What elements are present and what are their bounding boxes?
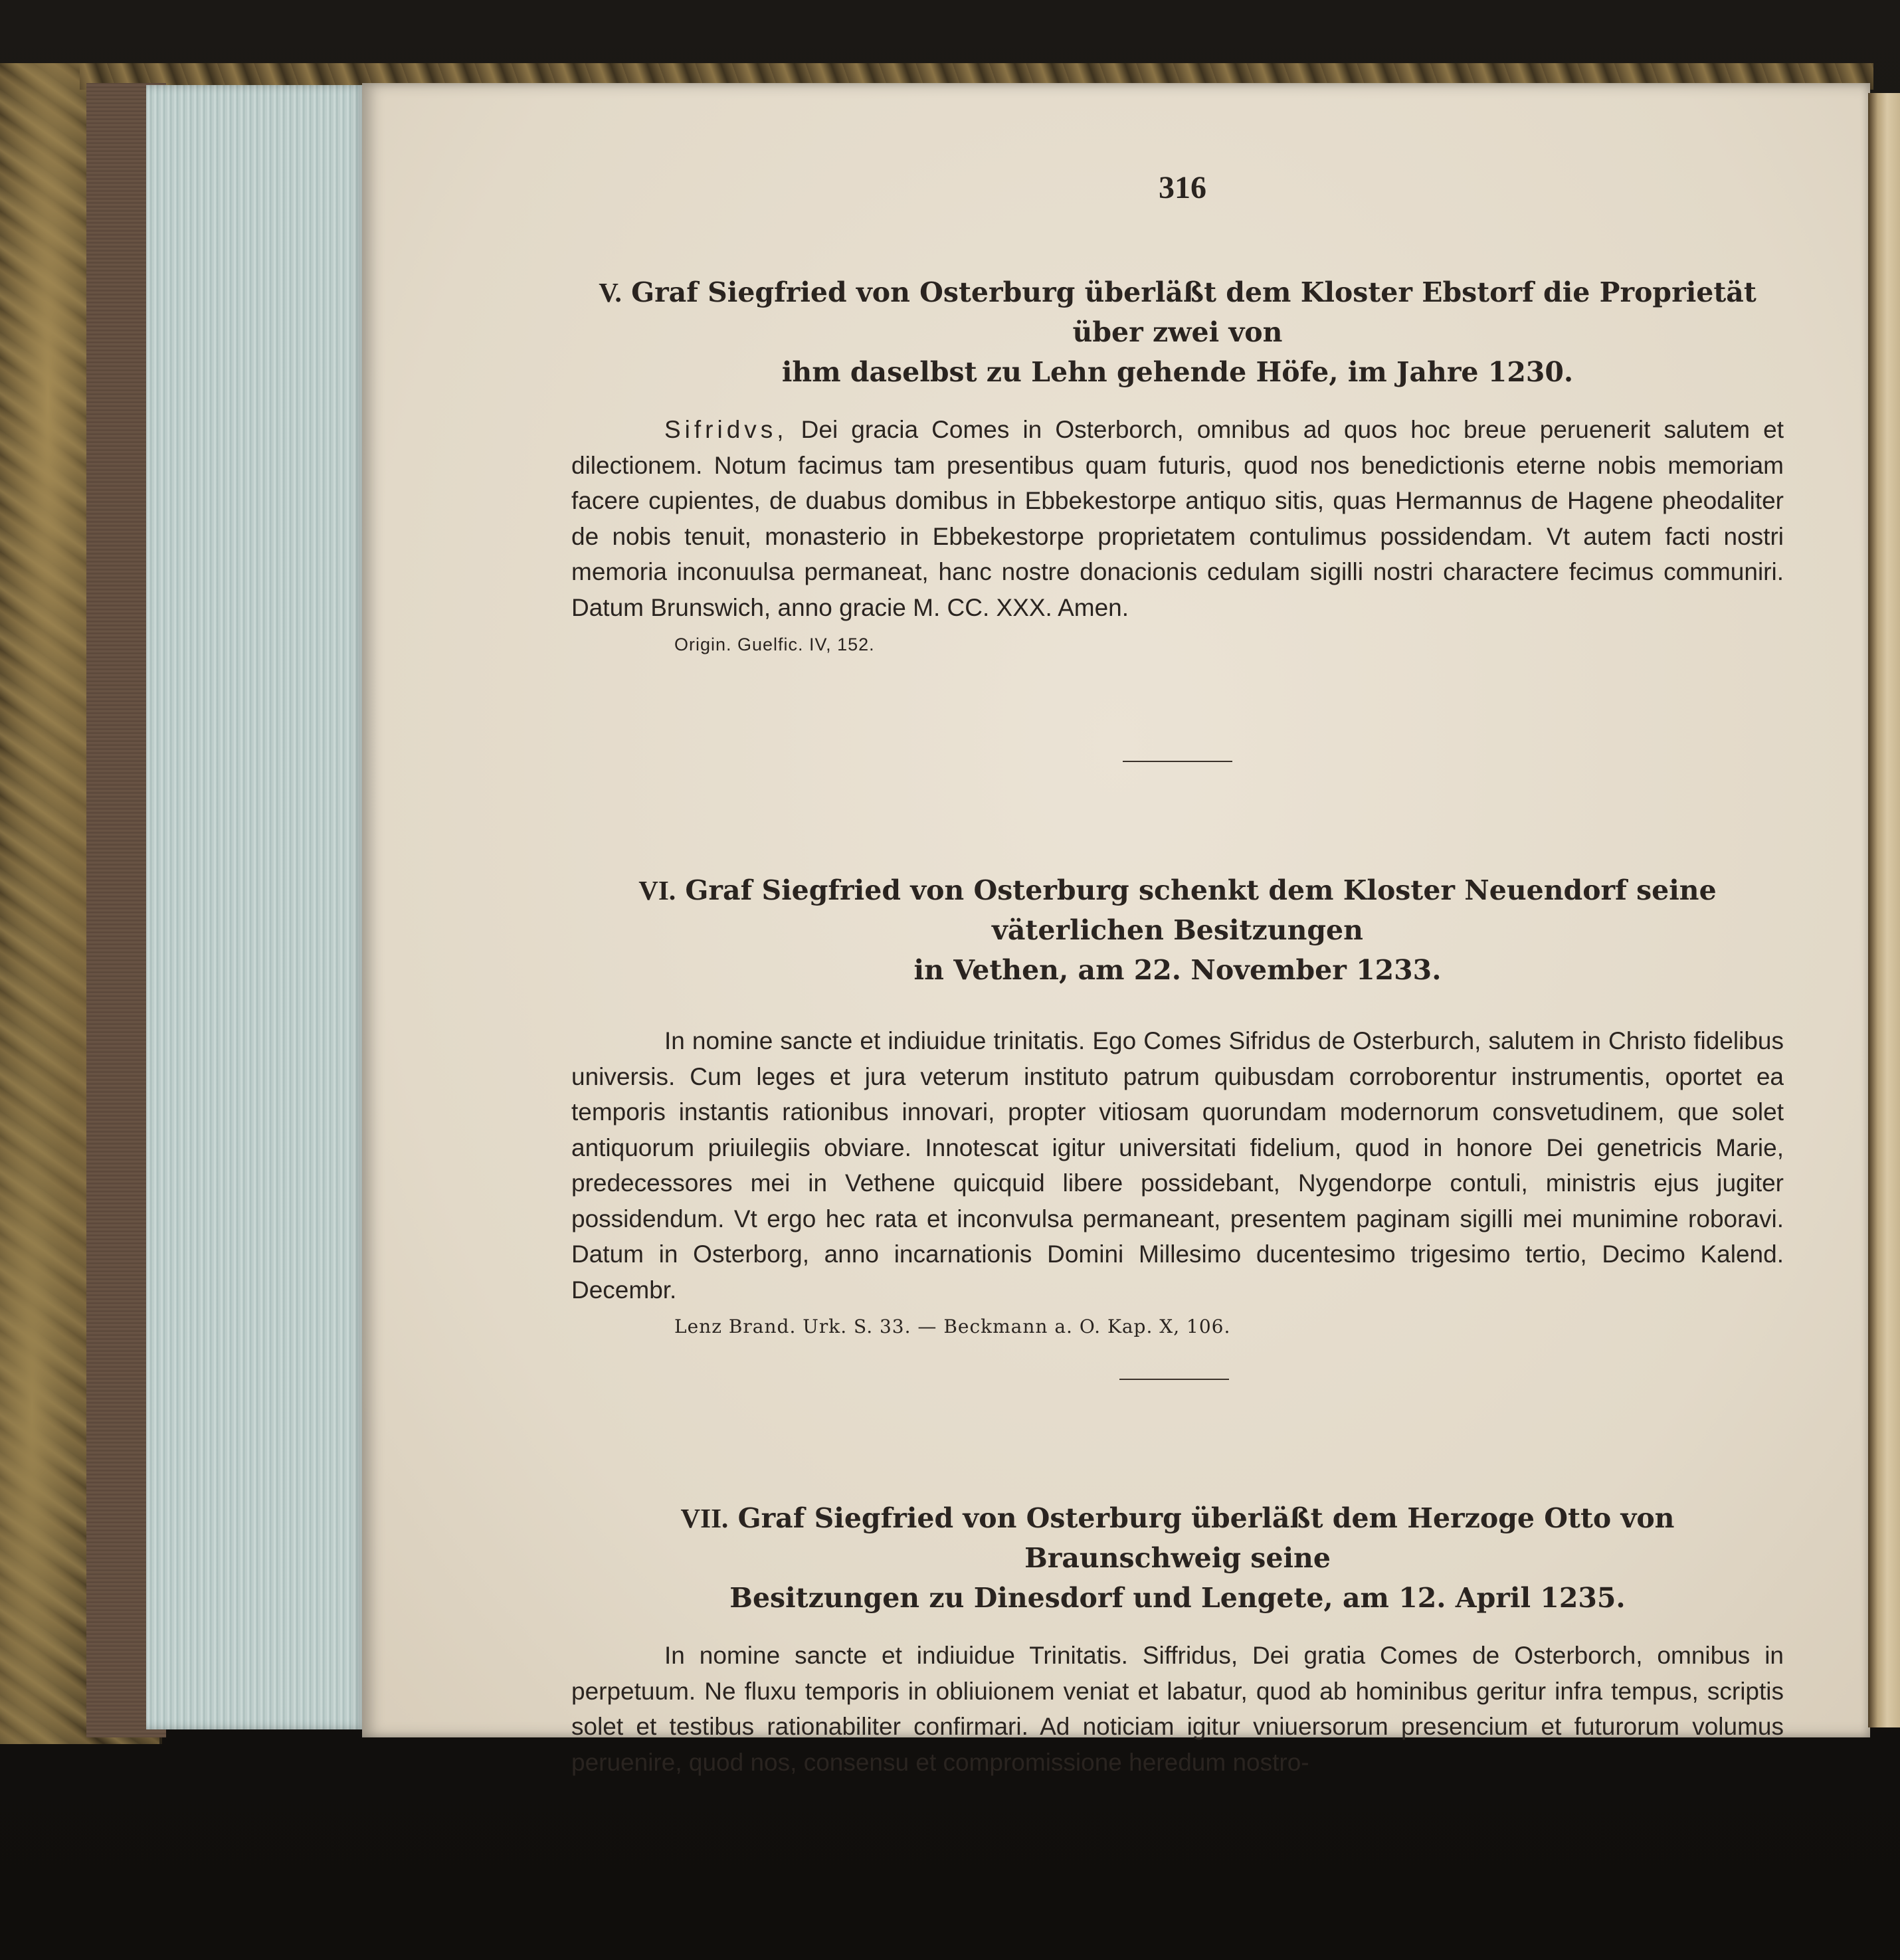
document-vii-title-line1: Graf Siegfried von Osterburg überläßt dem Herzoge Otto von Braunschweig seine — [737, 1502, 1675, 1574]
document-v-body-opening: Sifridvs, — [664, 416, 788, 443]
document-v-numeral: V. — [599, 277, 622, 308]
page-block-edges — [146, 85, 365, 1729]
facing-page-edge — [1868, 93, 1900, 1727]
document-vii-title-line2: Besitzungen zu Dinesdorf und Lengete, am 12. April 1235. — [729, 1582, 1626, 1614]
document-vi — [571, 870, 1784, 1337]
document-vi-body: In nomine sancte et indiuidue trinitatis. Ego Comes Sifridus de Osterburch, salutem in Christo fidelibus universis. Cum leges et jura veterum instituto patrum quibusdam corroborentur instrumentis, oportet ea temporis instantis rationibus innovari, propter vitiosam quorundam modernorum consvetudinem, que solet antiquorum priuilegiis obviare. Innotescat igitur universitati fidelium, quod in honore Dei genetricis Marie, predecessores mei in Vethene quicquid libere possidebant, Nygendorpe contuli, ministris ejus jugiter possidendum. Vt ergo hec rata et inconvulsa permaneant, presentem paginam sigilli mei munimine roboravi. Datum in Osterborg, anno incarnationis Domini Millesimo ducentesimo trigesimo tertio, Decimo Kalend. Decembr. — [571, 1027, 1784, 1304]
section-divider — [1119, 1379, 1229, 1380]
document-v-heading — [571, 272, 1784, 392]
document-vi-title-line2: in Vethen, am 22. November 1233. — [913, 954, 1442, 986]
document-v-title-line2: ihm daselbst zu Lehn gehende Höfe, im Jahre 1230. — [781, 356, 1574, 388]
document-v — [571, 272, 1784, 655]
document-vii — [571, 1498, 1784, 1780]
page-number: 316 — [1159, 170, 1206, 205]
document-vi-source: Lenz Brand. Urk. S. 33. — Beckmann a. O. Kap. X, 106. — [674, 1316, 1231, 1337]
document-v-title-line1: Graf Siegfried von Osterburg überläßt dem Kloster Ebstorf die Proprietät über zwei von — [631, 276, 1757, 348]
document-vi-numeral: VI. — [638, 875, 676, 906]
document-vii-body: In nomine sancte et indiuidue Trinitatis. Siffridus, Dei gratia Comes de Osterborch, omnibus in perpetuum. Ne fluxu temporis in obliuionem veniat et labatur, quod ab hominibus geritur infra tempus, scriptis solet et testibus rationabiliter confirmari. Ad noticiam igitur vniuersorum presencium et futurorum volumus peruenire, quod nos, consensu et compromissione heredum nostro- — [571, 1642, 1784, 1776]
document-v-body — [571, 412, 1784, 625]
document-vii-heading — [571, 1498, 1784, 1618]
document-v-source: Origin. Guelfic. IV, 152. — [674, 635, 875, 654]
document-v-body-text: Dei gracia Comes in Osterborch, omnibus ad quos hoc breue peruenerit salutem et dilectionem. Notum facimus tam presentibus quam futuris, quod nos benedictionis eterne nobis memoriam facere cupientes, de duabus domibus in Ebbekestorpe antiquo sitis, quas Hermannus de Hagene pheodaliter de nobis tenuit, monasterio in Ebbekestorpe proprietatem contulimus possidendam. Vt autem facti nostri memoria inconuulsa permaneat, hanc nostre donacionis cedulam sigilli nostri charactere fecimus communiri. Datum Brunswich, anno gracie M. CC. XXX. Amen. — [571, 416, 1784, 621]
section-divider — [1123, 761, 1232, 762]
document-vii-numeral: VII. — [680, 1503, 729, 1533]
document-vi-heading — [571, 870, 1784, 990]
document-vi-title-line1: Graf Siegfried von Osterburg schenkt dem Kloster Neuendorf seine väterlichen Besitzungen — [685, 874, 1717, 946]
